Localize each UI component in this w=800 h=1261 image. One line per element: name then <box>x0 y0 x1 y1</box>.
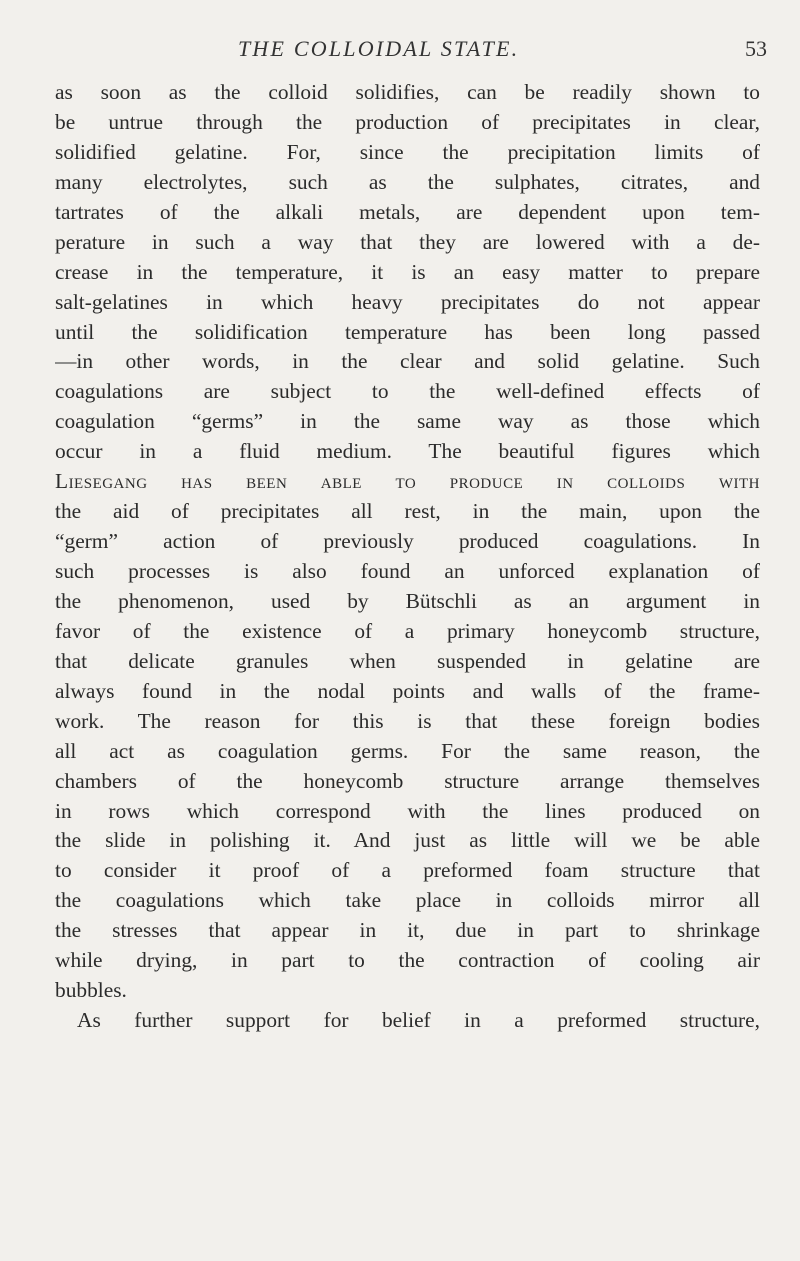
text-line: the stresses that appear in it, due in part to shrinkage <box>55 918 760 943</box>
page-number: 53 <box>745 36 767 61</box>
text-line: coagulations are subject to the well-defined effects of <box>55 379 760 404</box>
text-line: perature in such a way that they are lowered with a de- <box>55 229 760 254</box>
text-line: favor of the existence of a primary honeycomb structure, <box>55 618 760 643</box>
text-line: many electrolytes, such as the sulphates, citrates, and <box>55 169 760 194</box>
text-line: as soon as the colloid solidifies, can be readily shown to <box>55 80 760 104</box>
text-line: the coagulations which take place in colloids mirror all <box>55 888 760 913</box>
text-line: salt-gelatines in which heavy precipitates do not appear <box>55 289 760 314</box>
text-line: such processes is also found an unforced explanation of <box>55 559 760 583</box>
text-line: occur in a fluid medium. The beautiful figures which <box>55 439 760 464</box>
text-line: until the solidification temperature has been long passed <box>55 319 760 344</box>
text-line: the slide in polishing it. And just as little will we be able <box>55 828 760 853</box>
body-text <box>55 78 760 1036</box>
text-line: solidified gelatine. For, since the precipitation limits of <box>55 139 760 164</box>
text-line: As further support for belief in a preformed structure, <box>77 1008 760 1033</box>
text-line: the aid of precipitates all rest, in the main, upon the <box>55 499 760 524</box>
text-line: coagulation “germs” in the same way as those which <box>55 409 760 434</box>
text-line: “germ” action of previously produced coagulations. In <box>55 529 760 554</box>
text-line: tartrates of the alkali metals, are dependent upon tem- <box>55 199 760 224</box>
running-title: THE COLLOIDAL STATE. <box>238 36 520 61</box>
running-head <box>0 32 800 62</box>
text-line: —in other words, in the clear and solid gelatine. Such <box>55 349 760 374</box>
text-line: to consider it proof of a preformed foam structure that <box>55 858 760 883</box>
text-line: work. The reason for this is that these foreign bodies <box>55 708 760 733</box>
text-line: crease in the temperature, it is an easy matter to prepare <box>55 259 760 284</box>
text-line: always found in the nodal points and walls of the frame- <box>55 678 760 703</box>
text-line: while drying, in part to the contraction of cooling air <box>55 948 760 973</box>
text-line: that delicate granules when suspended in gelatine are <box>55 648 760 673</box>
text-line: Liesegang has been able to produce in colloids with <box>55 469 760 494</box>
text-line: all act as coagulation germs. For the same reason, the <box>55 738 760 763</box>
text-line: in rows which correspond with the lines produced on <box>55 798 760 823</box>
text-line: the phenomenon, used by Bütschli as an argument in <box>55 588 760 613</box>
text-line: be untrue through the production of precipitates in clear, <box>55 109 760 134</box>
text-line: chambers of the honeycomb structure arrange themselves <box>55 768 760 793</box>
text-line: bubbles. <box>55 978 127 1003</box>
